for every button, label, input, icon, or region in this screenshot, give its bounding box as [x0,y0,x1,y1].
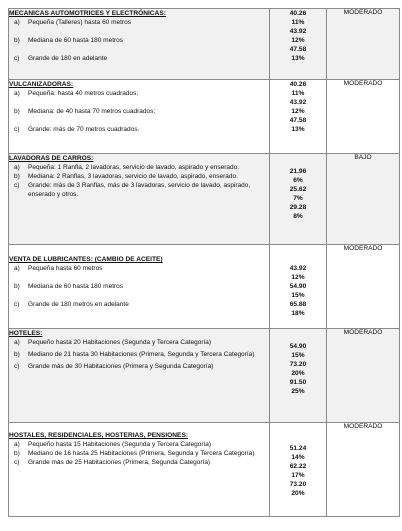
value: 40.26 [289,10,307,17]
list-item [9,362,269,371]
item-label: c) [14,459,20,466]
percent: 13% [291,126,305,133]
list-item [9,181,269,199]
list-item [9,338,269,347]
list-item [9,54,269,63]
list-item [9,89,269,98]
risk-level: MODERADO [327,9,400,80]
percent: 12% [291,274,305,281]
item-text: Pequeña: 1 Ranfla, 2 lavadoras, servicio de lavado, aspirado y enserado. [28,164,240,171]
percent: 12% [291,37,305,44]
item-text: Grande: más de 3 Ranflas, más de 3 lavadoras, servicio de lavado, aspirado, enserado y otros. [28,182,251,198]
value-cell [270,329,327,423]
category-description-cell [9,9,270,80]
value: 21.96 [289,168,307,175]
item-text: Pequeña hasta 60 metros [28,265,103,272]
category-row [9,80,400,154]
percent: 13% [291,55,305,62]
value: 40.26 [289,81,307,88]
list-item [9,300,269,309]
item-text: Mediana de 60 hasta 180 metros [28,283,124,290]
percent: 7% [293,195,303,202]
item-label: c) [14,301,20,308]
percent: 12% [291,108,305,115]
list-item [9,125,269,134]
category-row [9,154,400,245]
percent: 25% [291,388,305,395]
value: 29.28 [289,204,307,211]
item-label: c) [14,182,20,189]
percent: 11% [291,90,305,97]
percent: 8% [293,213,303,220]
list-item [9,172,269,181]
item-text: Grande de 180 metros en adelante [28,301,129,308]
value: 47.58 [289,117,307,124]
percent: 18% [291,310,305,317]
value-cell [270,154,327,245]
item-text: Mediana de 60 hasta 180 metros [28,37,124,44]
item-label: c) [14,55,20,62]
item-label: b) [14,450,20,457]
value: 43.92 [289,265,307,272]
percent: 6% [293,177,303,184]
category-title: HOTELES: [9,330,43,337]
value: 25.62 [289,186,307,193]
category-row [9,329,400,423]
value: 54.90 [289,283,307,290]
list-item [9,449,269,458]
item-text: Pequeño hasta 20 Habitaciones (Segunda y Tercera Categoría) [28,339,212,346]
value-cell [270,423,327,517]
category-row [9,9,400,80]
item-label: c) [14,126,20,133]
item-label: b) [14,283,20,290]
value: 65.88 [289,301,307,308]
item-text: Mediano de 16 hasta 25 Habitaciones (Primera, Segunda y Tercera Categoría) [28,450,255,457]
value: 54.90 [289,343,307,350]
category-title: LAVADORAS DE CARROS: [9,155,94,162]
category-description-cell [9,245,270,329]
item-text: Pequeña (Talleres) hasta 60 metros [28,19,131,26]
value: 43.92 [289,28,307,35]
item-text: Mediana: de 40 hasta 70 metros cuadrados; [28,108,156,115]
value: 51.24 [289,445,307,452]
category-row [9,245,400,329]
percent: 14% [291,454,305,461]
item-text: Grande más de 30 Habitaciones (Primera y Segunda Categoría) [28,363,214,370]
item-text: Grande de 180 en adelante [28,55,108,62]
percent: 17% [291,472,305,479]
risk-level: MODERADO [327,245,400,329]
category-description-cell [9,423,270,517]
value: 43.92 [289,99,307,106]
value-cell [270,80,327,154]
list-item [9,458,269,467]
item-text: Mediano de 21 hasta 30 Habitaciones (Primera, Segunda y Tercera Categoría) [28,351,255,358]
item-text: Pequeña: hasta 40 metros cuadrados; [28,90,139,97]
list-item [9,282,269,291]
percent: 15% [291,292,305,299]
item-label: b) [14,37,20,44]
item-text: Mediana: 2 Ranflas, 3 lavadoras, servicio de lavado, aspirado, enserado. [28,173,238,180]
item-label: a) [14,441,20,448]
item-text: Grande más de 25 Habitaciones (Primera, Segunda Categoría) [28,459,211,466]
value-cell [270,9,327,80]
category-title: MECANICAS AUTOMOTRICES Y ELECTRÓNICAS: [9,10,166,17]
value-cell [270,245,327,329]
tariff-table [8,8,400,517]
category-title: VULCANIZADORAS: [9,81,74,88]
item-label: b) [14,108,20,115]
category-title: HOSTALES, RESIDENCIALES, HOSTERIAS, PENSIONES: [9,432,189,439]
value: 91.50 [289,379,307,386]
category-description-cell [9,154,270,245]
value: 47.58 [289,46,307,53]
item-label: b) [14,351,20,358]
item-text: Pequeño hasta 15 Habitaciones (Segunda y Tercera Categoría) [28,441,212,448]
item-label: b) [14,173,20,180]
risk-level: MODERADO [327,329,400,423]
list-item [9,440,269,449]
item-label: a) [14,339,20,346]
percent: 11% [291,19,305,26]
value: 62.22 [289,463,307,470]
item-label: a) [14,265,20,272]
list-item [9,36,269,45]
item-label: c) [14,363,20,370]
item-label: a) [14,90,20,97]
percent: 15% [291,352,305,359]
list-item [9,264,269,273]
risk-level: MODERADO [327,80,400,154]
list-item [9,350,269,359]
list-item [9,18,269,27]
category-title: VENTA DE LUBRICANTES: (CAMBIO DE ACEITE) [9,256,163,263]
category-row [9,423,400,517]
value: 73.20 [289,481,307,488]
category-description-cell [9,80,270,154]
item-text: Grande: más de 70 metros cuadrados. [28,126,140,133]
value: 73.20 [289,361,307,368]
list-item [9,107,269,116]
risk-level: BAJO [327,154,400,245]
percent: 20% [291,370,305,377]
risk-level: MODERADO [327,423,400,517]
item-label: a) [14,164,20,171]
list-item [9,163,269,172]
category-description-cell [9,329,270,423]
percent: 20% [291,490,305,497]
item-label: a) [14,19,20,26]
